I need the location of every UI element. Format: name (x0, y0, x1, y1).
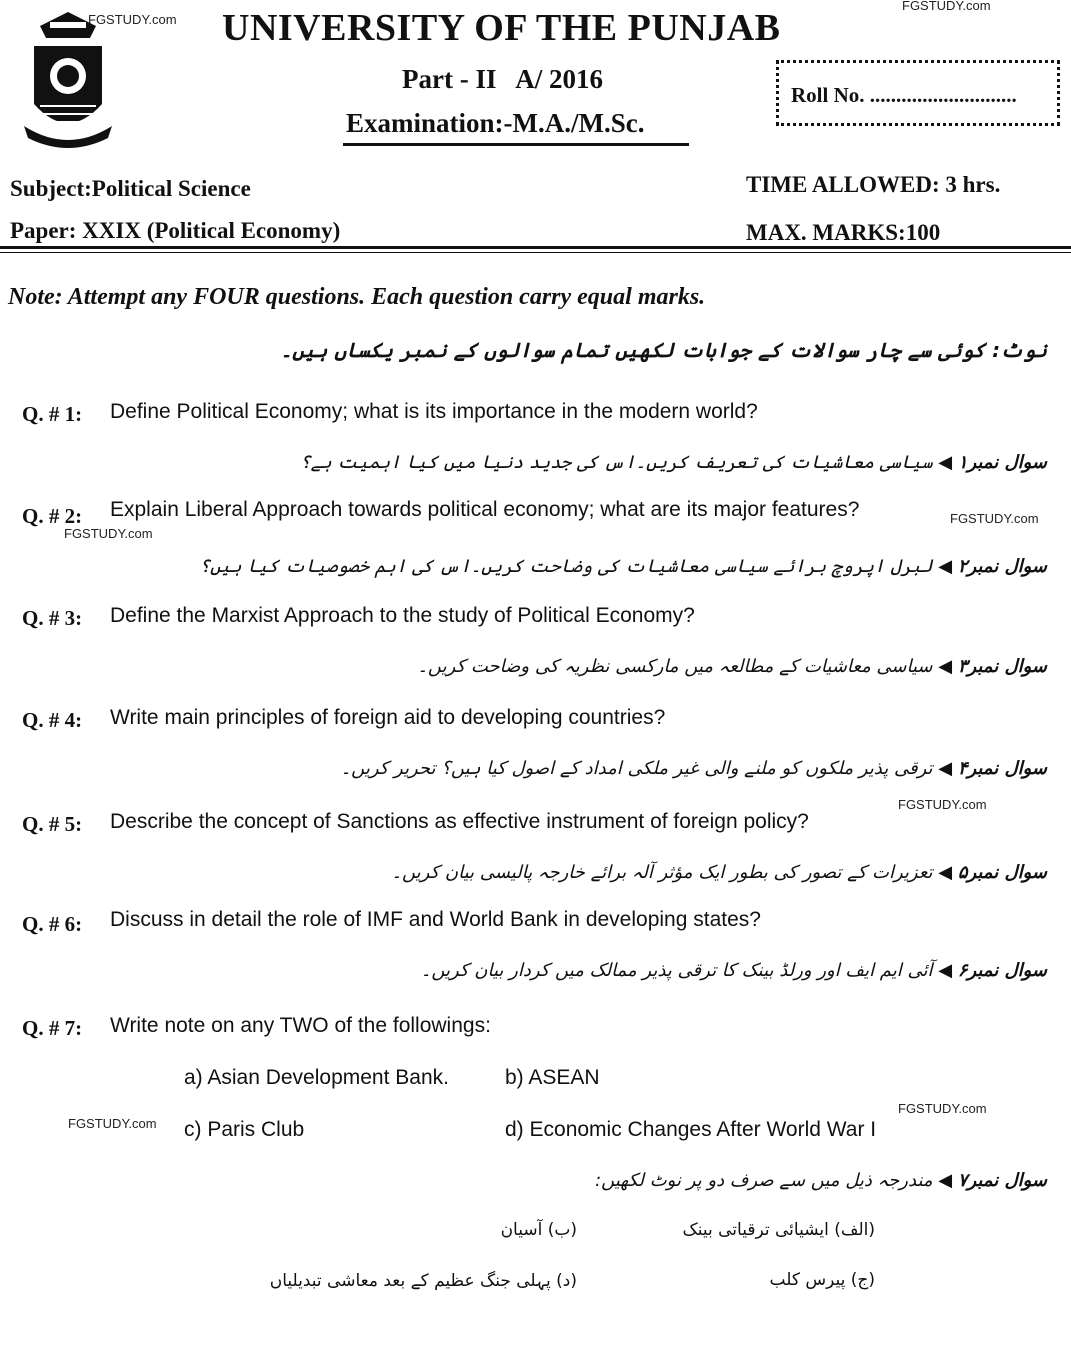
question-text: Write note on any TWO of the followings: (110, 1014, 491, 1037)
exam-underline (343, 143, 689, 146)
university-title: UNIVERSITY OF THE PUNJAB (222, 7, 781, 49)
option-c: c) Paris Club (184, 1118, 305, 1141)
question-urdu: سوال نمبر۳ ◀ سیاسی معاشیات کے مطالعہ میں مارکسی نظریہ کی وضاحت کریں۔ (417, 656, 1047, 677)
question-number: Q. # 2: (22, 504, 83, 528)
question-number: Q. # 4: (22, 708, 83, 732)
option-b: b) ASEAN (505, 1066, 600, 1089)
watermark: FGSTUDY.com (902, 0, 991, 13)
option-urdu-d: (د) پہلی جنگ عظیم کے بعد معاشی تبدیلیاں (269, 1271, 577, 1291)
option-d: d) Economic Changes After World War I (505, 1118, 877, 1141)
time-allowed: TIME ALLOWED: 3 hrs. (746, 172, 1001, 197)
watermark: FGSTUDY.com (898, 797, 987, 812)
question-number: Q. # 5: (22, 812, 83, 836)
paper: Paper: XXIX (Political Economy) (10, 218, 341, 243)
question-number: Q. # 1: (22, 402, 83, 426)
question-urdu: سوال نمبر۵ ◀ تعزیرات کے تصور کی بطور ایک مؤثر آلہ برائے خارجہ پالیسی بیان کریں۔ (391, 862, 1047, 883)
header-divider (0, 246, 1071, 249)
part-year: Part - II A/ 2016 (402, 64, 603, 94)
watermark: FGSTUDY.com (68, 1116, 157, 1131)
question-number: Q. # 7: (22, 1016, 83, 1040)
question-urdu: سوال نمبر۱ ◀ سیاسی معاشیات کی تعریف کریں۔اس کی جدید دنیا میں کیا اہمیت ہے؟ (300, 452, 1047, 473)
question-text: Explain Liberal Approach towards political economy; what are its major features? (110, 498, 860, 521)
question-number: Q. # 3: (22, 606, 83, 630)
question-number: Q. # 6: (22, 912, 83, 936)
roll-number-box (776, 60, 1060, 126)
examination: Examination:-M.A./M.Sc. (346, 108, 645, 138)
header-divider-thin (0, 252, 1071, 253)
option-a: a) Asian Development Bank. (184, 1066, 449, 1089)
question-urdu: سوال نمبر۴ ◀ ترقی پذیر ملکوں کو ملنے والی غیر ملکی امداد کے اصول کیا ہیں؟ تحریر کریں۔ (340, 758, 1047, 779)
question-text: Discuss in detail the role of IMF and World Bank in developing states? (110, 908, 761, 931)
roll-number-label: Roll No. ............................ (791, 83, 1017, 107)
subject: Subject:Political Science (10, 176, 251, 201)
watermark: FGSTUDY.com (898, 1101, 987, 1116)
question-text: Define the Marxist Approach to the study of Political Economy? (110, 604, 695, 627)
max-marks: MAX. MARKS:100 (746, 220, 941, 245)
question-text: Write main principles of foreign aid to developing countries? (110, 706, 666, 729)
note-english: Note: Attempt any FOUR questions. Each question carry equal marks. (8, 284, 706, 310)
watermark: FGSTUDY.com (950, 511, 1039, 526)
university-crest-icon (20, 8, 116, 148)
question-urdu: سوال نمبر۲ ◀ لبرل اپروچ برائے سیاسی معاشیات کی وضاحت کریں۔اس کی اہم خصوصیات کیا ہیں؟ (199, 556, 1047, 577)
question-text: Define Political Economy; what is its importance in the modern world? (110, 400, 758, 423)
option-urdu-b: (ب) آسیان (500, 1220, 577, 1240)
watermark: FGSTUDY.com (64, 526, 153, 541)
option-urdu-c: (ج) پیرس کلب (769, 1270, 875, 1290)
question-urdu: سوال نمبر۶ ◀ آئی ایم ایف اور ورلڈ بینک کا ترقی پذیر ممالک میں کردار بیان کریں۔ (420, 960, 1047, 981)
option-urdu-a: (الف) ایشیائی ترقیاتی بینک (682, 1220, 875, 1240)
note-urdu: نوٹ: کوئی سے چار سوالات کے جوابات لکھیں تمام سوالوں کے نمبر یکساں ہیں۔ (280, 338, 1047, 362)
question-urdu: سوال نمبر۷ ◀ مندرجہ ذیل میں سے صرف دو پر نوٹ لکھیں: (595, 1170, 1047, 1191)
watermark: FGSTUDY.com (88, 12, 177, 27)
question-text: Describe the concept of Sanctions as effective instrument of foreign policy? (110, 810, 809, 833)
